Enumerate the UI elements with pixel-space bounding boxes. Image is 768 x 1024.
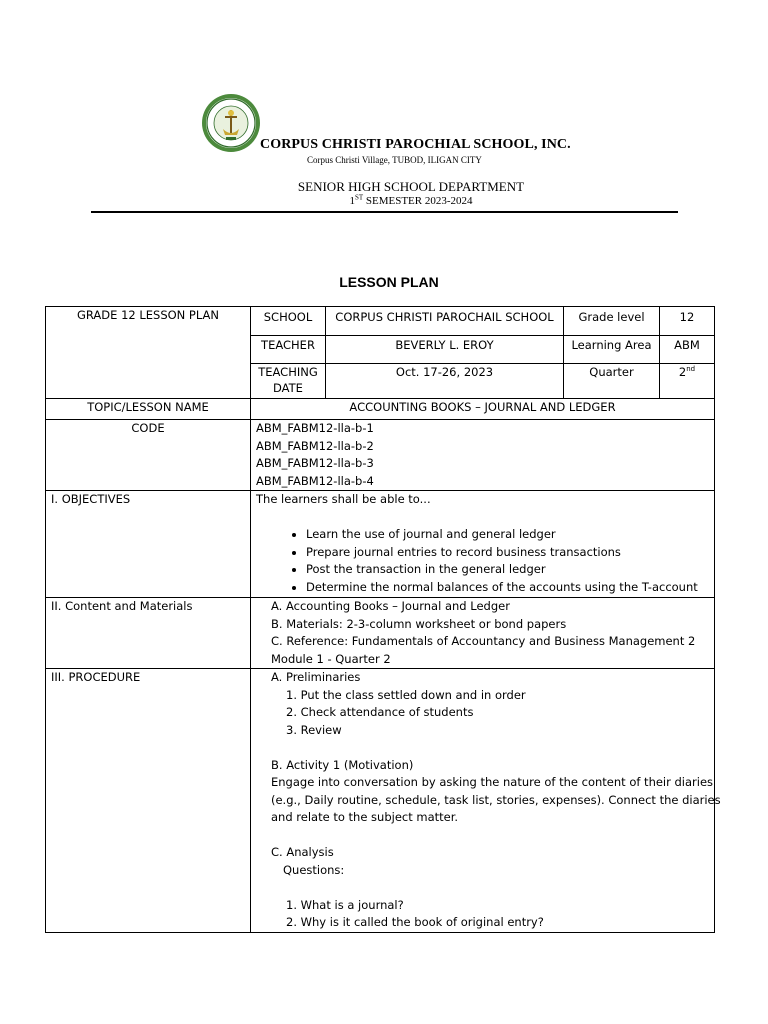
content-line: Module 1 - Quarter 2 xyxy=(271,651,391,666)
table-row xyxy=(46,399,715,420)
topic-value: ACCOUNTING BOOKS – JOURNAL AND LEDGER xyxy=(251,399,715,420)
procedure-b-line: and relate to the subject matter. xyxy=(271,810,459,824)
objectives-intro: The learners shall be able to... xyxy=(256,492,431,506)
procedure-a-item: 3. Review xyxy=(286,722,342,737)
table-row xyxy=(46,669,715,933)
objective-item: • Prepare journal entries to record business transactions xyxy=(306,544,709,562)
lesson-plan-table xyxy=(45,306,721,933)
code-item: ABM_FABM12-lla-b-1 xyxy=(256,421,374,435)
quarter-label: Quarter xyxy=(564,364,660,399)
code-item: ABM_FABM12-lla-b-2 xyxy=(256,438,374,453)
procedure-a-item: 2. Check attendance of students xyxy=(286,705,474,719)
procedure-b-title: B. Activity 1 (Motivation) xyxy=(271,757,414,772)
content-line: C. Reference: Fundamentals of Accountancy and Business Management 2 xyxy=(271,634,696,648)
teaching-date-value: Oct. 17-26, 2023 xyxy=(326,364,564,399)
procedure-a-item: 1. Put the class settled down and in order xyxy=(286,687,526,702)
semester-line xyxy=(0,195,768,207)
objective-item: • Learn the use of journal and general ledger xyxy=(306,526,709,544)
quarter-value xyxy=(660,364,715,399)
procedure-b-line: (e.g., Daily routine, schedule, task list, stories, expenses). Connect the diaries xyxy=(271,792,721,807)
grade-level-label: Grade level xyxy=(564,307,660,336)
semester-text: SEMESTER 2023-2024 xyxy=(363,195,473,207)
objectives-content xyxy=(251,491,715,598)
school-address: Corpus Christi Village, TUBOD, ILIGAN CITY xyxy=(307,155,482,165)
content-label: II. Content and Materials xyxy=(46,598,251,669)
code-item: ABM_FABM12-lla-b-3 xyxy=(256,456,374,470)
table-row xyxy=(46,307,715,336)
procedure-b-line: Engage into conversation by asking the nature of the content of their diaries xyxy=(271,775,714,789)
quarter-superscript: nd xyxy=(686,365,696,374)
school-name: CORPUS CHRISTI PAROCHIAL SCHOOL, INC. xyxy=(260,137,571,152)
learning-area-value: ABM xyxy=(660,336,715,364)
content-line: B. Materials: 2-3-column worksheet or bond papers xyxy=(271,616,567,631)
procedure-label: III. PROCEDURE xyxy=(46,669,251,933)
semester-number: 1 xyxy=(349,195,355,207)
procedure-c-item: 2. Why is it called the book of original entry? xyxy=(286,915,544,929)
document-title: LESSON PLAN xyxy=(339,274,439,290)
procedure-content xyxy=(251,669,721,933)
objectives-label: I. OBJECTIVES xyxy=(46,491,251,598)
content-materials xyxy=(251,598,715,669)
school-label: SCHOOL xyxy=(251,307,326,336)
procedure-c-title: C. Analysis xyxy=(271,845,334,859)
teaching-date-label: TEACHING DATE xyxy=(251,364,326,399)
code-item: ABM_FABM12-lla-b-4 xyxy=(256,473,374,488)
procedure-c-subtitle: Questions: xyxy=(283,862,345,877)
procedure-c-item: 1. What is a journal? xyxy=(286,897,404,912)
topic-label: TOPIC/LESSON NAME xyxy=(46,399,251,420)
objective-item: • Determine the normal balances of the accounts using the T-account xyxy=(306,579,709,597)
grade-level-value: 12 xyxy=(660,307,715,336)
semester-superscript: ST xyxy=(354,193,364,202)
objectives-list xyxy=(256,526,709,596)
header-rule xyxy=(91,211,678,213)
objective-item: • Post the transaction in the general ledger xyxy=(306,561,709,579)
learning-area-label: Learning Area xyxy=(564,336,660,364)
procedure-a-title: A. Preliminaries xyxy=(271,670,361,684)
content-line: A. Accounting Books – Journal and Ledger xyxy=(271,599,510,613)
department-name: SENIOR HIGH SCHOOL DEPARTMENT xyxy=(297,179,525,194)
quarter-number: 2 xyxy=(678,365,687,379)
code-list xyxy=(251,420,715,491)
table-row xyxy=(46,420,715,491)
school-seal-logo xyxy=(201,93,261,153)
grade-plan-cell: GRADE 12 LESSON PLAN xyxy=(46,307,251,399)
table-row xyxy=(46,491,715,598)
teacher-label: TEACHER xyxy=(251,336,326,364)
code-label: CODE xyxy=(46,420,251,491)
school-value: CORPUS CHRISTI PAROCHAIL SCHOOL xyxy=(326,307,564,336)
table-row xyxy=(46,598,715,669)
teacher-value: BEVERLY L. EROY xyxy=(326,336,564,364)
